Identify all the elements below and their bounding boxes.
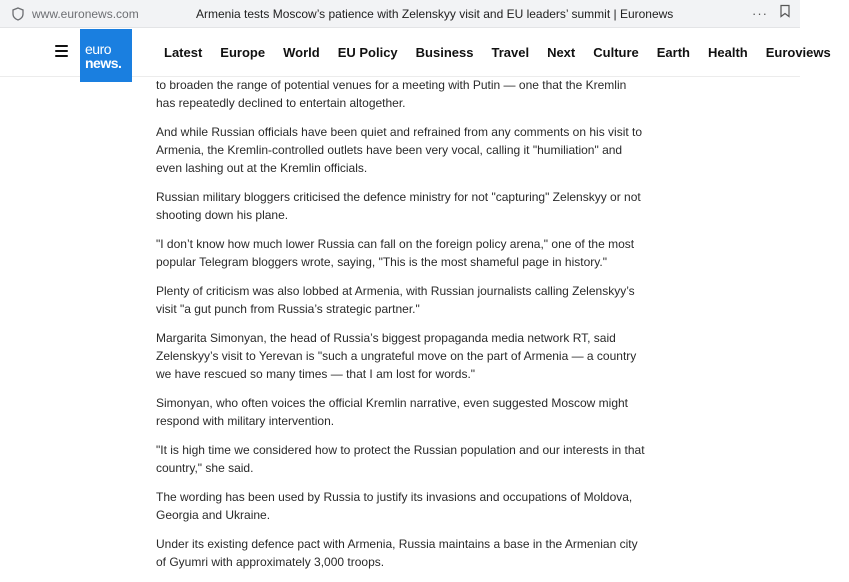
nav-europe[interactable]: Europe	[220, 44, 266, 60]
article-paragraph: Simonyan, who often voices the official Kremlin narrative, even suggested Moscow might respond with military intervention.	[156, 396, 629, 428]
nav-culture[interactable]: Culture	[593, 44, 639, 60]
euronews-logo[interactable]	[80, 29, 132, 82]
more-options-icon[interactable]: ···	[752, 6, 768, 21]
nav-euroviews[interactable]: Euroviews	[765, 44, 831, 60]
bookmark-icon[interactable]	[778, 4, 792, 23]
nav-next[interactable]: Next	[547, 44, 576, 60]
article-paragraph: The wording has been used by Russia to justify its invasions and occupations of Moldova, Georgia and Ukraine.	[156, 490, 633, 522]
nav-eu-policy[interactable]: EU Policy	[337, 44, 398, 60]
menu-icon[interactable]	[55, 45, 68, 57]
page-title: Armenia tests Moscow’s patience with Zelenskyy visit and EU leaders’ summit | Euronews	[196, 6, 674, 21]
nav-health[interactable]: Health	[707, 44, 748, 60]
article-paragraph: "It is high time we considered how to protect the Russian population and our interests in that country," she said.	[156, 443, 645, 475]
browser-address-bar	[0, 0, 800, 28]
article-paragraph: "I don’t know how much lower Russia can fall on the foreign policy arena," one of the most popular Telegram bloggers wrote, saying, "This is the most shameful page in history."	[156, 237, 635, 269]
nav-business[interactable]: Business	[415, 44, 474, 60]
article-paragraph: Under its existing defence pact with Armenia, Russia maintains a base in the Armenian city of Gyumri with approximately 3,000 troops.	[156, 537, 638, 569]
article-paragraph: Plenty of criticism was also lobbed at Armenia, with Russian journalists calling Zelenskyy’s visit "a gut punch from Russia’s strategic partner."	[156, 284, 635, 316]
main-navigation	[164, 28, 849, 76]
nav-earth[interactable]: Earth	[656, 44, 690, 60]
article-paragraph: Russian military bloggers criticised the defence ministry for not "capturing" Zelenskyy or not shooting down his plane.	[156, 190, 641, 222]
article-paragraph: And while Russian officials have been quiet and refrained from any comments on his visit to Armenia, the Kremlin-controlled outlets have been very vocal, calling it "humiliation" and even lashing out at the Kremlin officials.	[156, 125, 643, 175]
nav-travel[interactable]: Travel	[491, 44, 530, 60]
nav-world[interactable]: World	[283, 44, 320, 60]
article-paragraph: to broaden the range of potential venues for a meeting with Putin — one that the Kremlin has repeatedly declined to entertain altogether.	[156, 78, 627, 110]
article-paragraph: Margarita Simonyan, the head of Russia’s biggest propaganda media network RT, said Zelenskyy’s visit to Yerevan is "such a ungrateful move on the part of Armenia — a country we have rescued so many times — that I am lost for words."	[156, 331, 637, 381]
site-header	[0, 28, 831, 77]
shield-icon[interactable]	[10, 6, 26, 22]
url-field[interactable]: www.euronews.com	[32, 6, 139, 21]
logo-line-1: euro	[85, 40, 112, 57]
logo-line-2: news.	[85, 54, 122, 71]
article-body	[156, 76, 646, 582]
nav-latest[interactable]: Latest	[164, 44, 203, 60]
